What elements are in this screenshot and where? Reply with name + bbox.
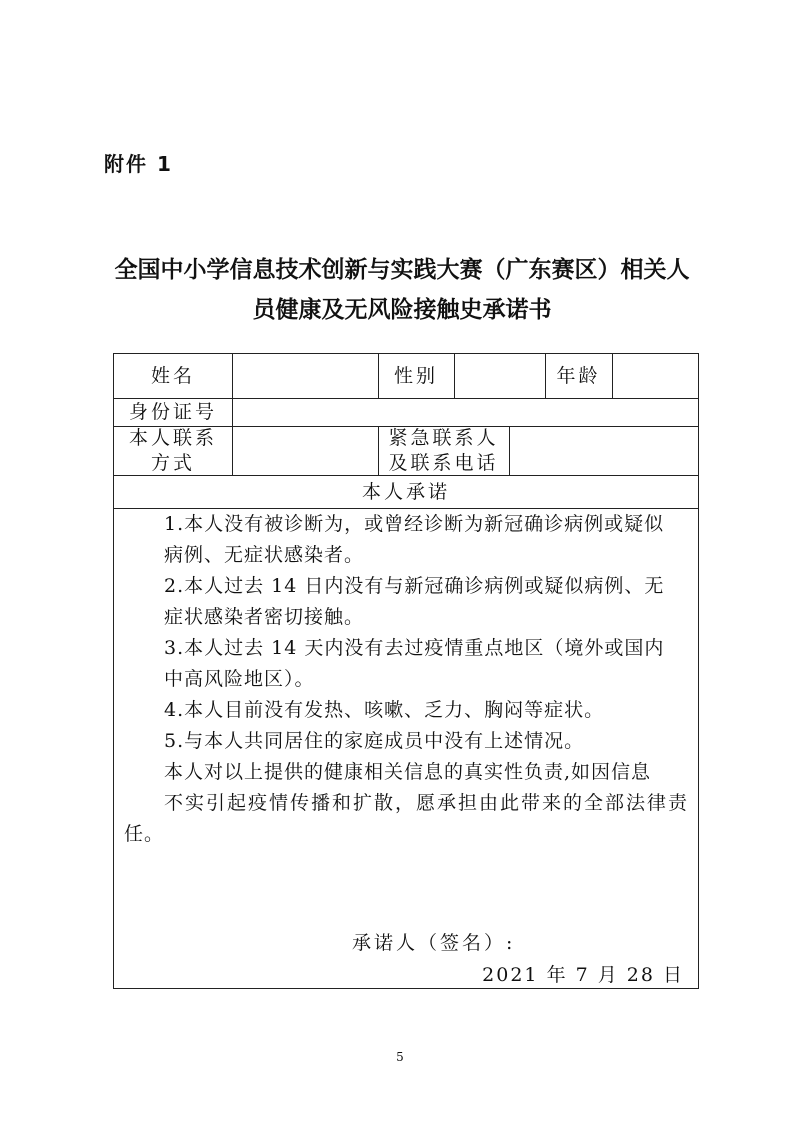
id-number-field[interactable] <box>232 398 698 426</box>
page-number: 5 <box>396 1050 404 1064</box>
emergency-label-line-1: 紧急联系人 <box>388 426 499 449</box>
document-title-line-2: 员健康及无风险接触史承诺书 <box>252 297 552 323</box>
pledge-responsibility: 本人对以上提供的健康相关信息的真实性负责,如因信息 不实引起疫情传播和扩散，愿承担由此带来的全部法律责任。 <box>124 761 688 845</box>
name-field[interactable] <box>232 354 378 398</box>
contact-label-line-1: 本人联系 <box>128 426 217 449</box>
contact-label <box>114 426 232 475</box>
pledge-header: 本人承诺 <box>361 480 450 503</box>
age-label: 年龄 <box>556 365 601 387</box>
pledge-item-4: 4.本人目前没有发热、咳嗽、乏力、胸闷等症状。 <box>164 699 605 721</box>
contact-label-line-2: 方式 <box>150 451 195 474</box>
age-field[interactable] <box>612 354 698 398</box>
pledge-item-5: 5.与本人共同居住的家庭成员中没有上述情况。 <box>164 730 585 752</box>
pledge-item-3: 3.本人过去 14 天内没有去过疫情重点地区（境外或国内 中高风险地区）。 <box>164 637 665 690</box>
pledge-form-table <box>113 353 699 989</box>
gender-field[interactable] <box>454 354 545 398</box>
emergency-contact-field[interactable] <box>509 426 698 475</box>
emergency-label-line-2: 及联系电话 <box>388 451 499 474</box>
signature-date: 2021 年 7 月 28 日 <box>482 964 684 986</box>
signature-label: 承诺人（签名）: <box>352 932 516 954</box>
name-label: 姓名 <box>150 365 195 387</box>
id-number-label: 身份证号 <box>128 401 217 423</box>
gender-label: 性别 <box>393 365 438 387</box>
pledge-body <box>124 509 688 850</box>
document-title-line-1: 全国中小学信息技术创新与实践大赛（广东赛区）相关人 <box>114 257 690 283</box>
pledge-item-1: 1.本人没有被诊断为，或曾经诊断为新冠确诊病例或疑似 病例、无症状感染者。 <box>164 513 665 566</box>
attachment-label: 附件 1 <box>104 152 173 176</box>
pledge-item-2: 2.本人过去 14 日内没有与新冠确诊病例或疑似病例、无 症状感染者密切接触。 <box>164 575 665 628</box>
contact-field[interactable] <box>232 426 378 475</box>
emergency-contact-label <box>378 426 509 475</box>
